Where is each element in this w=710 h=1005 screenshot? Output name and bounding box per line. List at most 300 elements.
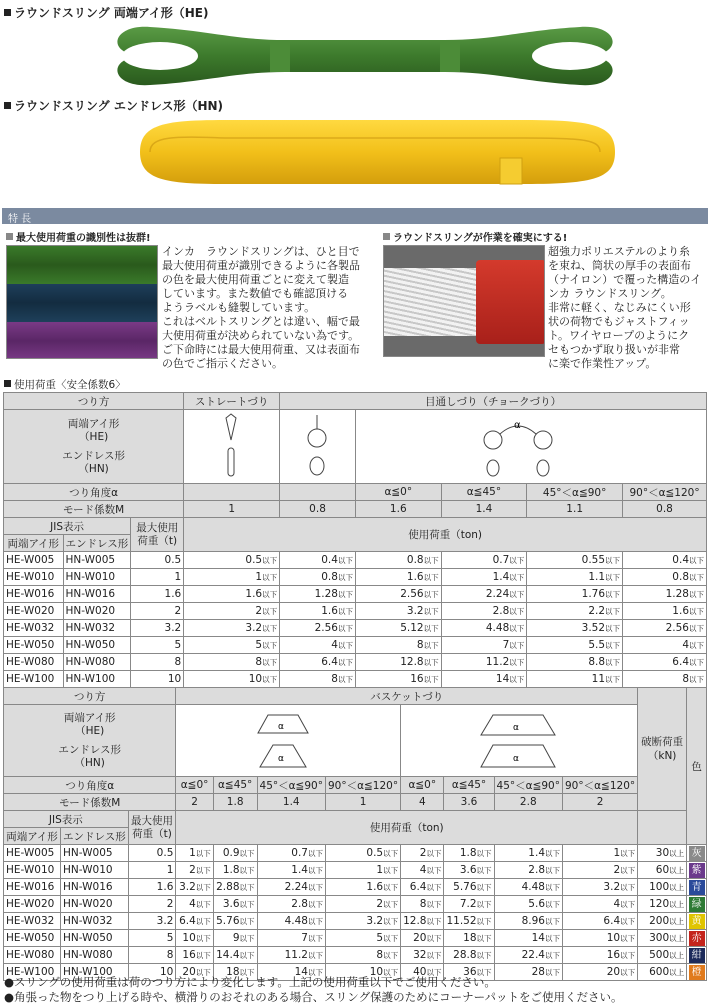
- t2-mode-7: 2.8: [494, 794, 562, 811]
- load-unit: 以下: [509, 624, 525, 633]
- row-hn-code: HN-W020: [61, 896, 129, 913]
- row-max-load: 1.6: [131, 586, 184, 603]
- load-value: 2: [189, 864, 196, 876]
- row-hn-code: HN-W080: [61, 947, 129, 964]
- load-value: 3.2: [406, 605, 424, 617]
- load-unit: 以下: [476, 934, 492, 943]
- break-value: 60: [655, 864, 670, 876]
- load-unit: 以下: [545, 883, 560, 892]
- th-angle: つり角度α: [4, 484, 184, 501]
- sling-structure-photo: [383, 245, 545, 357]
- t1-load-4: [527, 552, 623, 569]
- t1-load-1: [280, 552, 356, 569]
- t2-load-6: [494, 947, 562, 964]
- t1-load-5: [623, 586, 707, 603]
- table-row: [4, 879, 707, 896]
- th-types: 両端アイ形 （HE) エンドレス形 （HN): [4, 410, 184, 484]
- table-row: [4, 654, 707, 671]
- svg-text:α: α: [278, 722, 285, 732]
- load-value: 0.55: [581, 554, 606, 566]
- t2-load-2: [257, 913, 325, 930]
- row-he-code: HE-W010: [4, 862, 61, 879]
- t2-load-4: [401, 947, 444, 964]
- load-unit: 以下: [307, 900, 323, 909]
- load-value: 1.1: [588, 571, 606, 583]
- t1-load-0: [184, 671, 280, 688]
- load-value: 1.6: [245, 588, 263, 600]
- load-value: 20: [182, 966, 196, 978]
- load-value: 3.2: [603, 881, 621, 893]
- row-break-load: [638, 947, 687, 964]
- load-value: 0.4: [672, 554, 689, 566]
- features-bar: 特 長: [2, 208, 708, 224]
- t1-load-4: [527, 603, 623, 620]
- load-unit: 以下: [620, 951, 636, 960]
- t1-load-0: [184, 620, 280, 637]
- th-mode: モード係数M: [4, 501, 184, 518]
- table-row: [4, 552, 707, 569]
- table-row: [4, 671, 707, 688]
- load-unit: 以下: [262, 641, 278, 650]
- t1-load-0: [184, 586, 280, 603]
- load-value: 4: [613, 898, 621, 910]
- load-value: 6.4: [179, 915, 196, 927]
- t2-load-3: [325, 862, 400, 879]
- t2-load-6: [494, 862, 562, 879]
- load-unit: 以下: [509, 573, 525, 582]
- load-unit: 以下: [689, 624, 704, 633]
- t1-load-2: [355, 637, 441, 654]
- t2-load-7: [563, 964, 638, 981]
- load-unit: 以下: [262, 607, 278, 616]
- feature-left-text: インカ ラウンドスリングは、ひと目で 最大使用荷重が識別できるように各製品 の色を最大使用荷重ごとに変えて製造 しています。また数値でも確認頂ける ようラベルも縫製しています。 これはベルトスリングとは違い、幅で最 大使用荷重が決められていない為です。 ご下命時には最大使用荷重、又は表面布 の色でご指示ください。: [162, 245, 360, 370]
- row-max-load: 2: [128, 896, 176, 913]
- t2-load-4: [401, 913, 444, 930]
- load-value: 7.2: [459, 898, 477, 910]
- t2-load-0: [176, 947, 213, 964]
- load-value: 1: [189, 847, 196, 859]
- load-value: 1.8: [222, 864, 240, 876]
- t2-mode-2: 1.8: [213, 794, 257, 811]
- load-value: 6.4: [672, 656, 689, 668]
- table-row: [4, 845, 707, 862]
- mode-5: 1.1: [527, 501, 623, 518]
- t1-load-5: [623, 569, 707, 586]
- basket-diagram-2: [403, 705, 623, 773]
- load-value: 1.28: [665, 588, 689, 600]
- load-value: 28.8: [453, 949, 477, 961]
- load-value: 5: [376, 932, 384, 944]
- load-value: 5.12: [400, 622, 424, 634]
- t2-angle-3: 45°＜α≦90°: [257, 777, 325, 794]
- row-break-load: [638, 913, 687, 930]
- t1-load-1: [280, 654, 356, 671]
- row-break-load: [638, 845, 687, 862]
- color-chip: 橙: [689, 965, 705, 980]
- t1-load-2: [355, 603, 441, 620]
- row-he-code: HE-W020: [4, 603, 64, 620]
- load-unit: 以下: [476, 849, 492, 858]
- load-value: 8: [416, 639, 424, 651]
- t1-load-1: [280, 620, 356, 637]
- load-unit: 以下: [689, 675, 704, 684]
- th-max: 最大使用 荷重（t): [131, 518, 184, 552]
- load-value: 11.2: [284, 949, 308, 961]
- t2-mode-5: 4: [401, 794, 444, 811]
- load-unit: 以下: [195, 934, 211, 943]
- t2-load-1: [213, 913, 257, 930]
- load-unit: 以下: [605, 573, 621, 582]
- t2-load-3: [325, 896, 400, 913]
- load-unit: 以下: [545, 968, 560, 977]
- load-value: 0.5: [366, 847, 384, 859]
- load-value: 1.4: [291, 864, 308, 876]
- load-unit: 以下: [689, 658, 704, 667]
- load-value: 2: [376, 898, 384, 910]
- t2-load-1: [213, 879, 257, 896]
- load-unit: 以下: [689, 573, 704, 582]
- mode-1: 1: [184, 501, 280, 518]
- load-unit: 以下: [337, 607, 353, 616]
- t2-load-0: [176, 879, 213, 896]
- break-value: 600: [649, 966, 670, 978]
- load-unit: 以下: [307, 934, 323, 943]
- load-unit: 以下: [605, 641, 621, 650]
- load-unit: 以下: [383, 849, 399, 858]
- load-value: 2.8: [291, 898, 308, 910]
- load-unit: 以下: [195, 900, 211, 909]
- load-unit: 以下: [476, 866, 492, 875]
- t2-load-3: [325, 947, 400, 964]
- t1-load-2: [355, 620, 441, 637]
- break-unit: 以上: [669, 917, 685, 926]
- load-value: 11.52: [446, 915, 477, 927]
- row-max-load: 1: [128, 862, 176, 879]
- basket-diagram-cell-1: [176, 705, 401, 777]
- t2-load-5: [444, 930, 494, 947]
- row-color: [687, 845, 707, 862]
- t2-load-2: [257, 930, 325, 947]
- t2-load-7: [563, 947, 638, 964]
- row-hn-code: HN-W050: [61, 930, 129, 947]
- color-chip: 黄: [689, 914, 705, 929]
- table-row: [4, 896, 707, 913]
- load-value: 32: [413, 949, 427, 961]
- row-he-code: HE-W080: [4, 654, 64, 671]
- row-hn-code: HN-W020: [63, 603, 131, 620]
- load-value: 4: [419, 864, 427, 876]
- load-unit: 以下: [545, 951, 560, 960]
- table-row: [4, 862, 707, 879]
- load-value: 12.8: [400, 656, 424, 668]
- break-unit: 以上: [669, 866, 685, 875]
- t2-load-0: [176, 930, 213, 947]
- load-unit: 以下: [307, 883, 323, 892]
- load-value: 1.28: [314, 588, 338, 600]
- angle-2: α≦45°: [441, 484, 527, 501]
- t2-mode-4: 1: [325, 794, 400, 811]
- t1-load-2: [355, 569, 441, 586]
- row-max-load: 3.2: [128, 913, 176, 930]
- th-tsuri: つり方: [4, 393, 184, 410]
- angle-1: α≦0°: [355, 484, 441, 501]
- load-unit: 以下: [426, 917, 442, 926]
- load-value: 14: [495, 673, 510, 685]
- row-he-code: HE-W032: [4, 913, 61, 930]
- load-value: 14.4: [216, 949, 240, 961]
- t2-load-3: [325, 879, 400, 896]
- t1-load-4: [527, 671, 623, 688]
- load-value: 0.8: [321, 571, 338, 583]
- load-value: 12.8: [403, 915, 427, 927]
- load-table-2: [3, 687, 707, 981]
- t2-load-0: [176, 845, 213, 862]
- row-max-load: 0.5: [131, 552, 184, 569]
- load-value: 4: [189, 898, 196, 910]
- feature-right-title: ラウンドスリングが作業を確実にする!: [383, 229, 567, 244]
- t2-load-7: [563, 845, 638, 862]
- load-unit: 以下: [620, 883, 636, 892]
- t1-load-1: [280, 586, 356, 603]
- mode-3: 1.6: [355, 501, 441, 518]
- t2-mode-1: 2: [176, 794, 213, 811]
- load-value: 3.2: [179, 881, 196, 893]
- load-value: 8: [419, 898, 427, 910]
- color-chip: 紫: [689, 863, 705, 878]
- t2-load-7: [563, 862, 638, 879]
- load-unit: 以下: [337, 573, 353, 582]
- row-max-load: 1.6: [128, 879, 176, 896]
- row-max-load: 5: [131, 637, 184, 654]
- load-value: 6.4: [603, 915, 621, 927]
- load-unit: 以下: [620, 968, 636, 977]
- load-value: 4: [682, 639, 689, 651]
- load-unit: 以下: [337, 641, 353, 650]
- load-value: 36: [463, 966, 477, 978]
- t2-angle-8: 90°＜α≦120°: [563, 777, 638, 794]
- break-value: 500: [649, 949, 670, 961]
- load-value: 1.4: [528, 847, 545, 859]
- load-unit: 以下: [426, 866, 442, 875]
- t1-load-0: [184, 569, 280, 586]
- load-unit: 以下: [307, 917, 323, 926]
- load-value: 14: [531, 932, 545, 944]
- load-unit: 以下: [307, 951, 323, 960]
- load-unit: 以下: [262, 624, 278, 633]
- load-unit: 以下: [426, 849, 442, 858]
- load-value: 1: [613, 847, 621, 859]
- load-value: 3.2: [245, 622, 263, 634]
- load-value: 2.24: [284, 881, 308, 893]
- th-jis-hn: エンドレス形: [63, 535, 131, 552]
- row-max-load: 8: [131, 654, 184, 671]
- load-value: 5.76: [216, 915, 240, 927]
- color-chip: 青: [689, 880, 705, 895]
- t2-load-2: [257, 947, 325, 964]
- row-color: [687, 964, 707, 981]
- t2-th-jis-he: 両端アイ形: [4, 828, 61, 845]
- load-value: 8.8: [588, 656, 606, 668]
- t1-load-5: [623, 603, 707, 620]
- choke-diagram-cell-2: [355, 410, 706, 484]
- load-unit: 以下: [423, 658, 439, 667]
- color-chip: 緑: [689, 897, 705, 912]
- row-break-load: [638, 862, 687, 879]
- he-section-title: ラウンドスリング 両端アイ形（HE): [4, 4, 208, 21]
- t2-load-7: [563, 930, 638, 947]
- t2-th-tsuri: つり方: [4, 688, 176, 705]
- feature-left-title: 最大使用荷重の識別性は抜群!: [6, 229, 151, 244]
- row-he-code: HE-W050: [4, 637, 64, 654]
- t2-load-3: [325, 930, 400, 947]
- load-value: 7: [301, 932, 308, 944]
- load-value: 2.56: [314, 622, 338, 634]
- load-value: 2.56: [665, 622, 689, 634]
- t1-load-3: [441, 671, 527, 688]
- load-value: 10: [248, 673, 263, 685]
- load-value: 16: [182, 949, 196, 961]
- load-value: 8: [255, 656, 263, 668]
- row-max-load: 3.2: [131, 620, 184, 637]
- t1-load-1: [280, 603, 356, 620]
- load-unit: 以下: [476, 917, 492, 926]
- straight-diagram: [186, 410, 276, 480]
- t2-load-5: [444, 913, 494, 930]
- t2-mode-6: 3.6: [444, 794, 494, 811]
- row-break-load: [638, 896, 687, 913]
- color-chip: 紺: [689, 948, 705, 963]
- load-value: 11.2: [485, 656, 510, 668]
- t1-load-2: [355, 671, 441, 688]
- load-unit: 以下: [423, 641, 439, 650]
- t2-load-5: [444, 862, 494, 879]
- t1-load-5: [623, 671, 707, 688]
- table-row: [4, 586, 707, 603]
- load-unit: 以下: [605, 590, 621, 599]
- load-unit: 以下: [605, 658, 621, 667]
- load-value: 14: [294, 966, 308, 978]
- t1-load-3: [441, 620, 527, 637]
- break-unit: 以上: [669, 900, 685, 909]
- row-he-code: HE-W050: [4, 930, 61, 947]
- load-unit: 以下: [239, 934, 255, 943]
- row-max-load: 10: [131, 671, 184, 688]
- t1-load-5: [623, 654, 707, 671]
- table-row: [4, 637, 707, 654]
- load-unit: 以下: [689, 607, 704, 616]
- load-unit: 以下: [426, 968, 442, 977]
- t1-load-0: [184, 654, 280, 671]
- t2-load-1: [213, 947, 257, 964]
- load-value: 1.4: [492, 571, 510, 583]
- load-value: 18: [226, 966, 240, 978]
- break-unit: 以上: [669, 951, 685, 960]
- load-value: 0.7: [291, 847, 308, 859]
- t2-load-2: [257, 879, 325, 896]
- load-table-1: [3, 392, 707, 688]
- t1-load-0: [184, 603, 280, 620]
- load-unit: 以下: [239, 883, 255, 892]
- t2-load-5: [444, 947, 494, 964]
- load-unit: 以下: [426, 934, 442, 943]
- row-hn-code: HN-W010: [61, 862, 129, 879]
- load-value: 5.6: [528, 898, 545, 910]
- load-value: 3.6: [222, 898, 240, 910]
- t1-load-1: [280, 569, 356, 586]
- load-value: 1.6: [672, 605, 689, 617]
- t2-load-1: [213, 930, 257, 947]
- load-unit: 以下: [239, 968, 255, 977]
- load-unit: 以下: [620, 934, 636, 943]
- row-hn-code: HN-W016: [61, 879, 129, 896]
- load-unit: 以下: [239, 951, 255, 960]
- load-unit: 以下: [509, 675, 525, 684]
- load-unit: 以下: [423, 590, 439, 599]
- load-unit: 以下: [307, 866, 323, 875]
- t2-load-1: [213, 896, 257, 913]
- svg-text:α: α: [513, 754, 520, 764]
- row-hn-code: HN-W100: [63, 671, 131, 688]
- break-value: 200: [649, 915, 670, 927]
- t1-load-4: [527, 586, 623, 603]
- load-value: 4: [331, 639, 338, 651]
- t2-load-2: [257, 896, 325, 913]
- row-break-load: [638, 964, 687, 981]
- row-he-code: HE-W080: [4, 947, 61, 964]
- load-unit: 以下: [262, 658, 278, 667]
- load-value: 2.24: [485, 588, 510, 600]
- load-value: 1.6: [366, 881, 384, 893]
- row-he-code: HE-W016: [4, 879, 61, 896]
- load-value: 9: [232, 932, 240, 944]
- t1-load-2: [355, 586, 441, 603]
- th-jis-he: 両端アイ形: [4, 535, 64, 552]
- break-value: 30: [655, 847, 670, 859]
- note-1: ●スリングの使用荷重は荷のつり方により変化します。上記の使用荷重以下でご使用ください。: [4, 975, 496, 989]
- t2-angle-1: α≦0°: [176, 777, 213, 794]
- load-value: 1: [255, 571, 263, 583]
- break-value: 300: [649, 932, 670, 944]
- load-unit: 以下: [423, 556, 439, 565]
- t2-load-4: [401, 862, 444, 879]
- t2-mode-8: 2: [563, 794, 638, 811]
- load-value: 2: [613, 864, 621, 876]
- t2-load-6: [494, 896, 562, 913]
- row-he-code: HE-W032: [4, 620, 64, 637]
- row-hn-code: HN-W005: [61, 845, 129, 862]
- t1-load-5: [623, 620, 707, 637]
- note-2: ●角張った物をつり上げる時や、横滑りのおそれのある場合、スリング保護のためにコーナーパットをご使用ください。: [4, 990, 623, 1004]
- t2-angle-5: α≦0°: [401, 777, 444, 794]
- load-value: 2.88: [216, 881, 240, 893]
- load-value: 16: [606, 949, 621, 961]
- table-row: [4, 569, 707, 586]
- load-value: 0.4: [321, 554, 338, 566]
- load-unit: 以下: [383, 866, 399, 875]
- load-value: 0.8: [672, 571, 689, 583]
- break-unit: 以上: [669, 883, 685, 892]
- t1-load-3: [441, 637, 527, 654]
- load-unit: 以下: [476, 968, 492, 977]
- feature-right-text: 超強力ポリエステルのより糸 を束ね、筒状の厚手の表面布 （ナイロン）で覆った構造のイ ンカ ラウンドスリング。 非常に軽く、なじみにくい形 状の荷物でもジャストフィッ ト。ワイヤロープのようにク セもつかず取り扱いが非常 に楽で作業性アップ。: [548, 245, 702, 370]
- t2-load-6: [494, 879, 562, 896]
- table-row: [4, 603, 707, 620]
- hn-section-title: ラウンドスリング エンドレス形（HN): [4, 97, 223, 114]
- basket-diagram-1: [178, 705, 388, 773]
- t2-th-mode: モード係数M: [4, 794, 176, 811]
- load-value: 2.56: [400, 588, 424, 600]
- load-value: 7: [502, 639, 510, 651]
